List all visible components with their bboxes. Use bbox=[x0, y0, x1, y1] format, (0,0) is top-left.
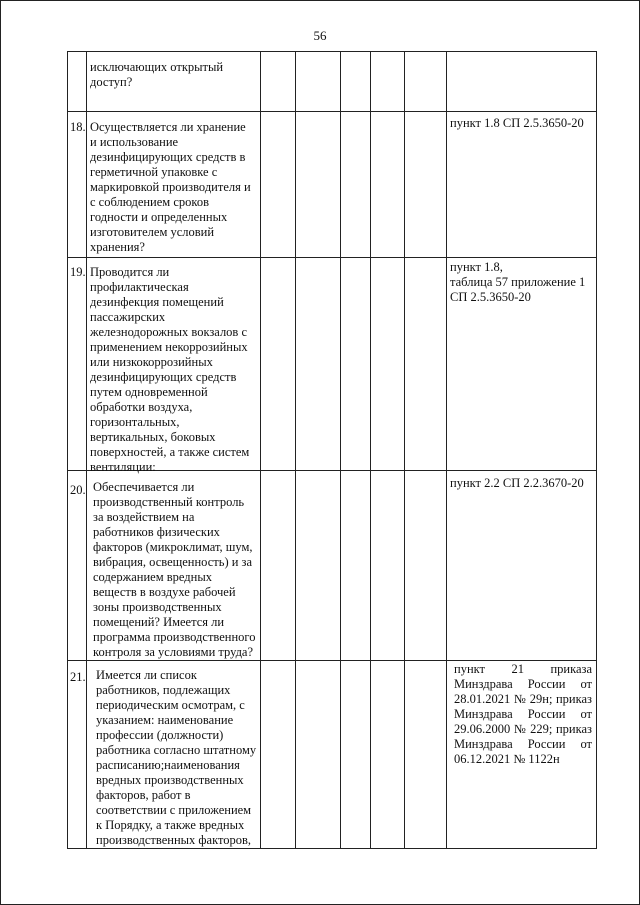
page-number: 56 bbox=[313, 28, 327, 43]
legal-reference: пункт 1.8, таблица 57 приложение 1 СП 2.5.3650-20 bbox=[450, 260, 586, 304]
question-text: исключающих открытый доступ? bbox=[90, 60, 224, 89]
column-divider bbox=[404, 51, 405, 849]
column-divider bbox=[340, 51, 341, 849]
row-number: 19. bbox=[70, 265, 86, 279]
table-border-right bbox=[596, 51, 597, 849]
question-text: Имеется ли список работников, подлежащих периодическим осмотрам, с указанием: наименование профессии (должности) работника согласно штатному расписанию;наименования вредных производственных факторов, работ в соответствии с приложением к Порядку, а также вредных производственных факторов, bbox=[96, 668, 257, 847]
row-divider bbox=[67, 111, 597, 112]
column-divider bbox=[295, 51, 296, 849]
column-divider bbox=[370, 51, 371, 849]
legal-reference: пункт 21 приказа Минздрава России от 28.01.2021 № 29н; приказ Минздрава России от 29.06.2000 № 229; приказ Минздрава России от 06.12.2021 № 1122н bbox=[454, 662, 592, 766]
row-number: 20. bbox=[70, 483, 86, 497]
row-divider bbox=[67, 660, 597, 661]
column-divider bbox=[86, 51, 87, 849]
question-text: Осуществляется ли хранение и использование дезинфицирующих средств в герметичной упаковке с маркировкой производителя и с соблюдением сроков годности и определенных изготовителем условий хранения? bbox=[90, 120, 251, 254]
table-border-bottom bbox=[67, 848, 597, 849]
table-border-left bbox=[67, 51, 68, 849]
row-number: 21. bbox=[70, 670, 86, 684]
column-divider bbox=[260, 51, 261, 849]
question-text: Проводится ли профилактическая дезинфекция помещений пассажирских железнодорожных вокзалов с применением некоррозийных или низкокоррозийных дезинфицирующих средств путем одновременной обработки воздуха, горизонтальных, вертикальных, боковых поверхностей, а также систем вентиляции: bbox=[90, 265, 250, 474]
row-number: 18. bbox=[70, 120, 86, 134]
row-divider bbox=[67, 257, 597, 258]
table-border-top bbox=[67, 51, 597, 52]
legal-reference: пункт 2.2 СП 2.2.3670-20 bbox=[450, 476, 584, 490]
column-divider bbox=[446, 51, 447, 849]
legal-reference: пункт 1.8 СП 2.5.3650-20 bbox=[450, 116, 584, 130]
question-text: Обеспечивается ли производственный контроль за воздействием на работников физических факторов (микроклимат, шум, вибрация, освещенность) и за содержанием вредных веществ в воздухе рабочей зоны производственных помещений? Имеется ли программа производственного контроля за условиями труда? bbox=[93, 480, 256, 659]
